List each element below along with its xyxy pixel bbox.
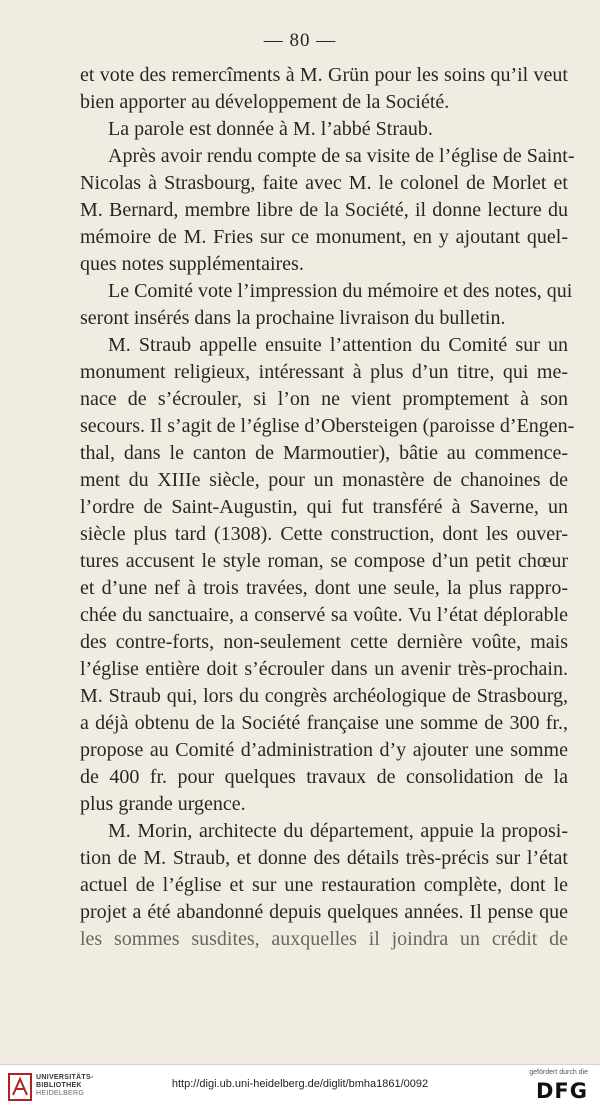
- text-line: les sommes susdites, auxquelles il joindra un crédit de: [80, 928, 568, 950]
- text-line: M. Morin, architecte du département, appuie la proposi-: [108, 820, 568, 842]
- text-line: actuel de l’église et sur une restauration complète, dont le: [80, 874, 568, 896]
- text-line: nace de s’écrouler, si l’on ne vient promptement à son: [80, 388, 568, 410]
- text-line: tion de M. Straub, et donne des détails très-précis sur l’état: [80, 847, 568, 869]
- text-line: M. Straub qui, lors du congrès archéologique de Strasbourg,: [80, 685, 568, 707]
- viewer-footer: [0, 1064, 600, 1108]
- text-line: tures accusent le style roman, se compose d’un petit chœur: [80, 550, 568, 572]
- text-line: propose au Comité d’administration d’y ajouter une somme: [80, 739, 568, 761]
- library-city: HEIDELBERG: [36, 1090, 85, 1097]
- text-line: l’église entière doit s’écrouler dans un avenir très-prochain.: [80, 658, 568, 680]
- text-line: l’ordre de Saint-Augustin, qui fut transféré à Saverne, un: [80, 496, 568, 518]
- text-line: a déjà obtenu de la Société française une somme de 300 fr.,: [80, 712, 568, 734]
- library-name-line1: UNIVERSITÄTS-: [36, 1074, 94, 1081]
- text-line: Le Comité vote l’impression du mémoire et des notes, qui: [108, 280, 573, 302]
- text-line: de 400 fr. pour quelques travaux de consolidation de la: [80, 766, 568, 788]
- text-line: plus grande urgence.: [80, 793, 246, 815]
- text-line: mémoire de M. Fries sur ce monument, en y ajoutant quel-: [80, 226, 568, 248]
- text-line: ques notes supplémentaires.: [80, 253, 304, 275]
- text-line: M. Straub appelle ensuite l’attention du Comité sur un: [108, 334, 568, 356]
- text-line: secours. Il s’agit de l’église d’Obersteigen (paroisse d’Engen-: [80, 415, 575, 437]
- body-text: [80, 62, 575, 953]
- text-line: des contre-forts, non-seulement cette dernière voûte, mais: [80, 631, 568, 653]
- text-line: La parole est donnée à M. l’abbé Straub.: [108, 118, 433, 140]
- text-line: et d’une nef à trois travées, dont une seule, la plus rappro-: [80, 577, 568, 599]
- text-line: monument religieux, intéressant à plus d’un titre, qui me-: [80, 361, 568, 383]
- funded-by-label: gefördert durch die: [529, 1069, 588, 1076]
- permalink-url[interactable]: http://digi.ub.uni-heidelberg.de/diglit/bmha1861/0092: [171, 1078, 429, 1090]
- text-line: Nicolas à Strasbourg, faite avec M. le colonel de Morlet et: [80, 172, 568, 194]
- dfg-logo: DFG: [535, 1079, 588, 1103]
- text-line: seront insérés dans la prochaine livraison du bulletin.: [80, 307, 506, 329]
- text-line: projet a été abandonné depuis quelques années. Il pense que: [80, 901, 568, 923]
- page-number: — 80 —: [263, 30, 337, 51]
- text-line: siècle plus tard (1308). Cette construction, dont les ouver-: [80, 523, 568, 545]
- text-line: thal, dans le canton de Marmoutier), bâtie au commence-: [80, 442, 568, 464]
- text-line: M. Bernard, membre libre de la Société, il donne lecture du: [80, 199, 568, 221]
- text-line: chée du sanctuaire, a conservé sa voûte. Vu l’état déplorable: [80, 604, 568, 626]
- text-line: ment du XIIIe siècle, pour un monastère de chanoines de: [80, 469, 568, 491]
- library-name-line2: BIBLIOTHEK: [36, 1082, 82, 1089]
- text-line: bien apporter au développement de la Société.: [80, 91, 450, 113]
- text-line: et vote des remercîments à M. Grün pour les soins qu’il veut: [80, 64, 568, 86]
- text-line: Après avoir rendu compte de sa visite de l’église de Saint-: [108, 145, 575, 167]
